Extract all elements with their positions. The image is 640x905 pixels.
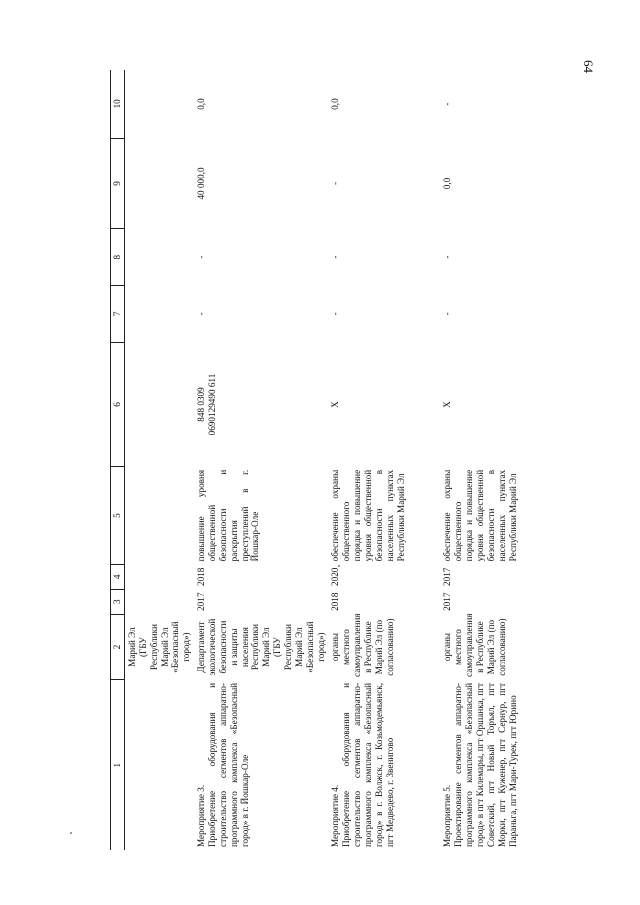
column-number-header-row: [111, 70, 125, 850]
end-year: 2018: [196, 567, 207, 586]
column-number: 1: [111, 680, 125, 850]
cell-col7: -: [442, 312, 453, 316]
expected-result: обеспечение охраны общественного порядка и повышение уровня общественной безопасности в населенных пунктах Республики Марий Эл: [442, 469, 518, 562]
cell-col10: -: [442, 102, 453, 106]
cell-col7: -: [196, 312, 207, 316]
table-row: [440, 70, 520, 850]
start-year: 2017: [442, 592, 453, 611]
budget-code: X: [442, 401, 453, 408]
start-year: 2017: [196, 592, 207, 611]
rotated-table-sheet: [110, 70, 630, 850]
column-number: 6: [111, 342, 125, 467]
start-year: 2018: [330, 592, 341, 611]
event-name: Мероприятие 4. Приобретение оборудования и строительство сегментов аппаратно-программного комплекса «Безопасный город» в г. Волжск, г. Козьмодемьянск, пгт Медведево, г. Звенигово: [330, 682, 395, 847]
expected-result: повышение уровня общественной безопасности и раскрытия преступлений в г. Йошкар-Оле: [196, 469, 261, 562]
end-year: 2020: [330, 567, 341, 586]
column-number: 8: [111, 229, 125, 286]
carry-over-row: [125, 70, 195, 850]
event-name: Мероприятие 5. Проектирование сегментов аппаратно-программного комплекса «Безопасный город» в пгт Килемары, пгт Оршанка, пгт Советский, пгт Новый Торъял, пгт Морки, пгт Куженер, пгт Сернур, пгт Параньга, пгт Мари-Турек, пгт Юрино: [442, 682, 518, 847]
event-name: Мероприятие 3. Приобретение оборудования и строительство сегментов аппаратно-программного комплекса «Безопасный город» в г. Йошкар-Оле: [196, 682, 250, 847]
column-number: 4: [111, 564, 125, 589]
page-number: 64: [581, 60, 596, 73]
column-number: 5: [111, 467, 125, 564]
budget-code: 848 0309 0690129490 611: [196, 373, 218, 436]
end-year: 2017: [442, 567, 453, 586]
column-number: 9: [111, 138, 125, 229]
carry-over-executor: Марий Эл (ГБУ Республики Марий Эл «Безопасный город»): [127, 621, 192, 673]
executor: органы местного самоуправления в Республике Марий Эл (по согласованию): [330, 613, 395, 677]
cell-col9: -: [330, 181, 341, 185]
budget-code: X: [330, 401, 341, 408]
executor: органы местного самоуправления в Республике Марий Эл (по согласованию): [442, 613, 507, 677]
column-number: 2: [111, 614, 125, 680]
column-number: 3: [111, 589, 125, 614]
cell-col8: -: [442, 255, 453, 259]
cell-col10: 0,0: [196, 98, 207, 110]
expected-result: обеспечение охраны общественного порядка и повышение уровня общественной безопасности в населенных пунктах Республики Марий Эл: [330, 469, 406, 562]
scan-speck: [70, 832, 72, 834]
column-number: 10: [111, 70, 125, 138]
executor: Департамент экологической безопасности и защиты населения Республики Марий Эл (ГБУ Республики Марий Эл «Безопасный город»): [196, 618, 326, 676]
cell-col7: -: [330, 312, 341, 316]
cell-col9: 0,0: [442, 177, 453, 190]
program-events-table: [110, 70, 520, 850]
cell-col8: -: [196, 255, 207, 259]
table-row: [328, 70, 440, 850]
cell-col9: 40 000,0: [196, 167, 207, 200]
column-number: 7: [111, 285, 125, 342]
cell-col10: 0,0: [330, 98, 341, 110]
table-row: [194, 70, 328, 850]
scan-speck: [338, 565, 340, 567]
cell-col8: -: [330, 255, 341, 259]
